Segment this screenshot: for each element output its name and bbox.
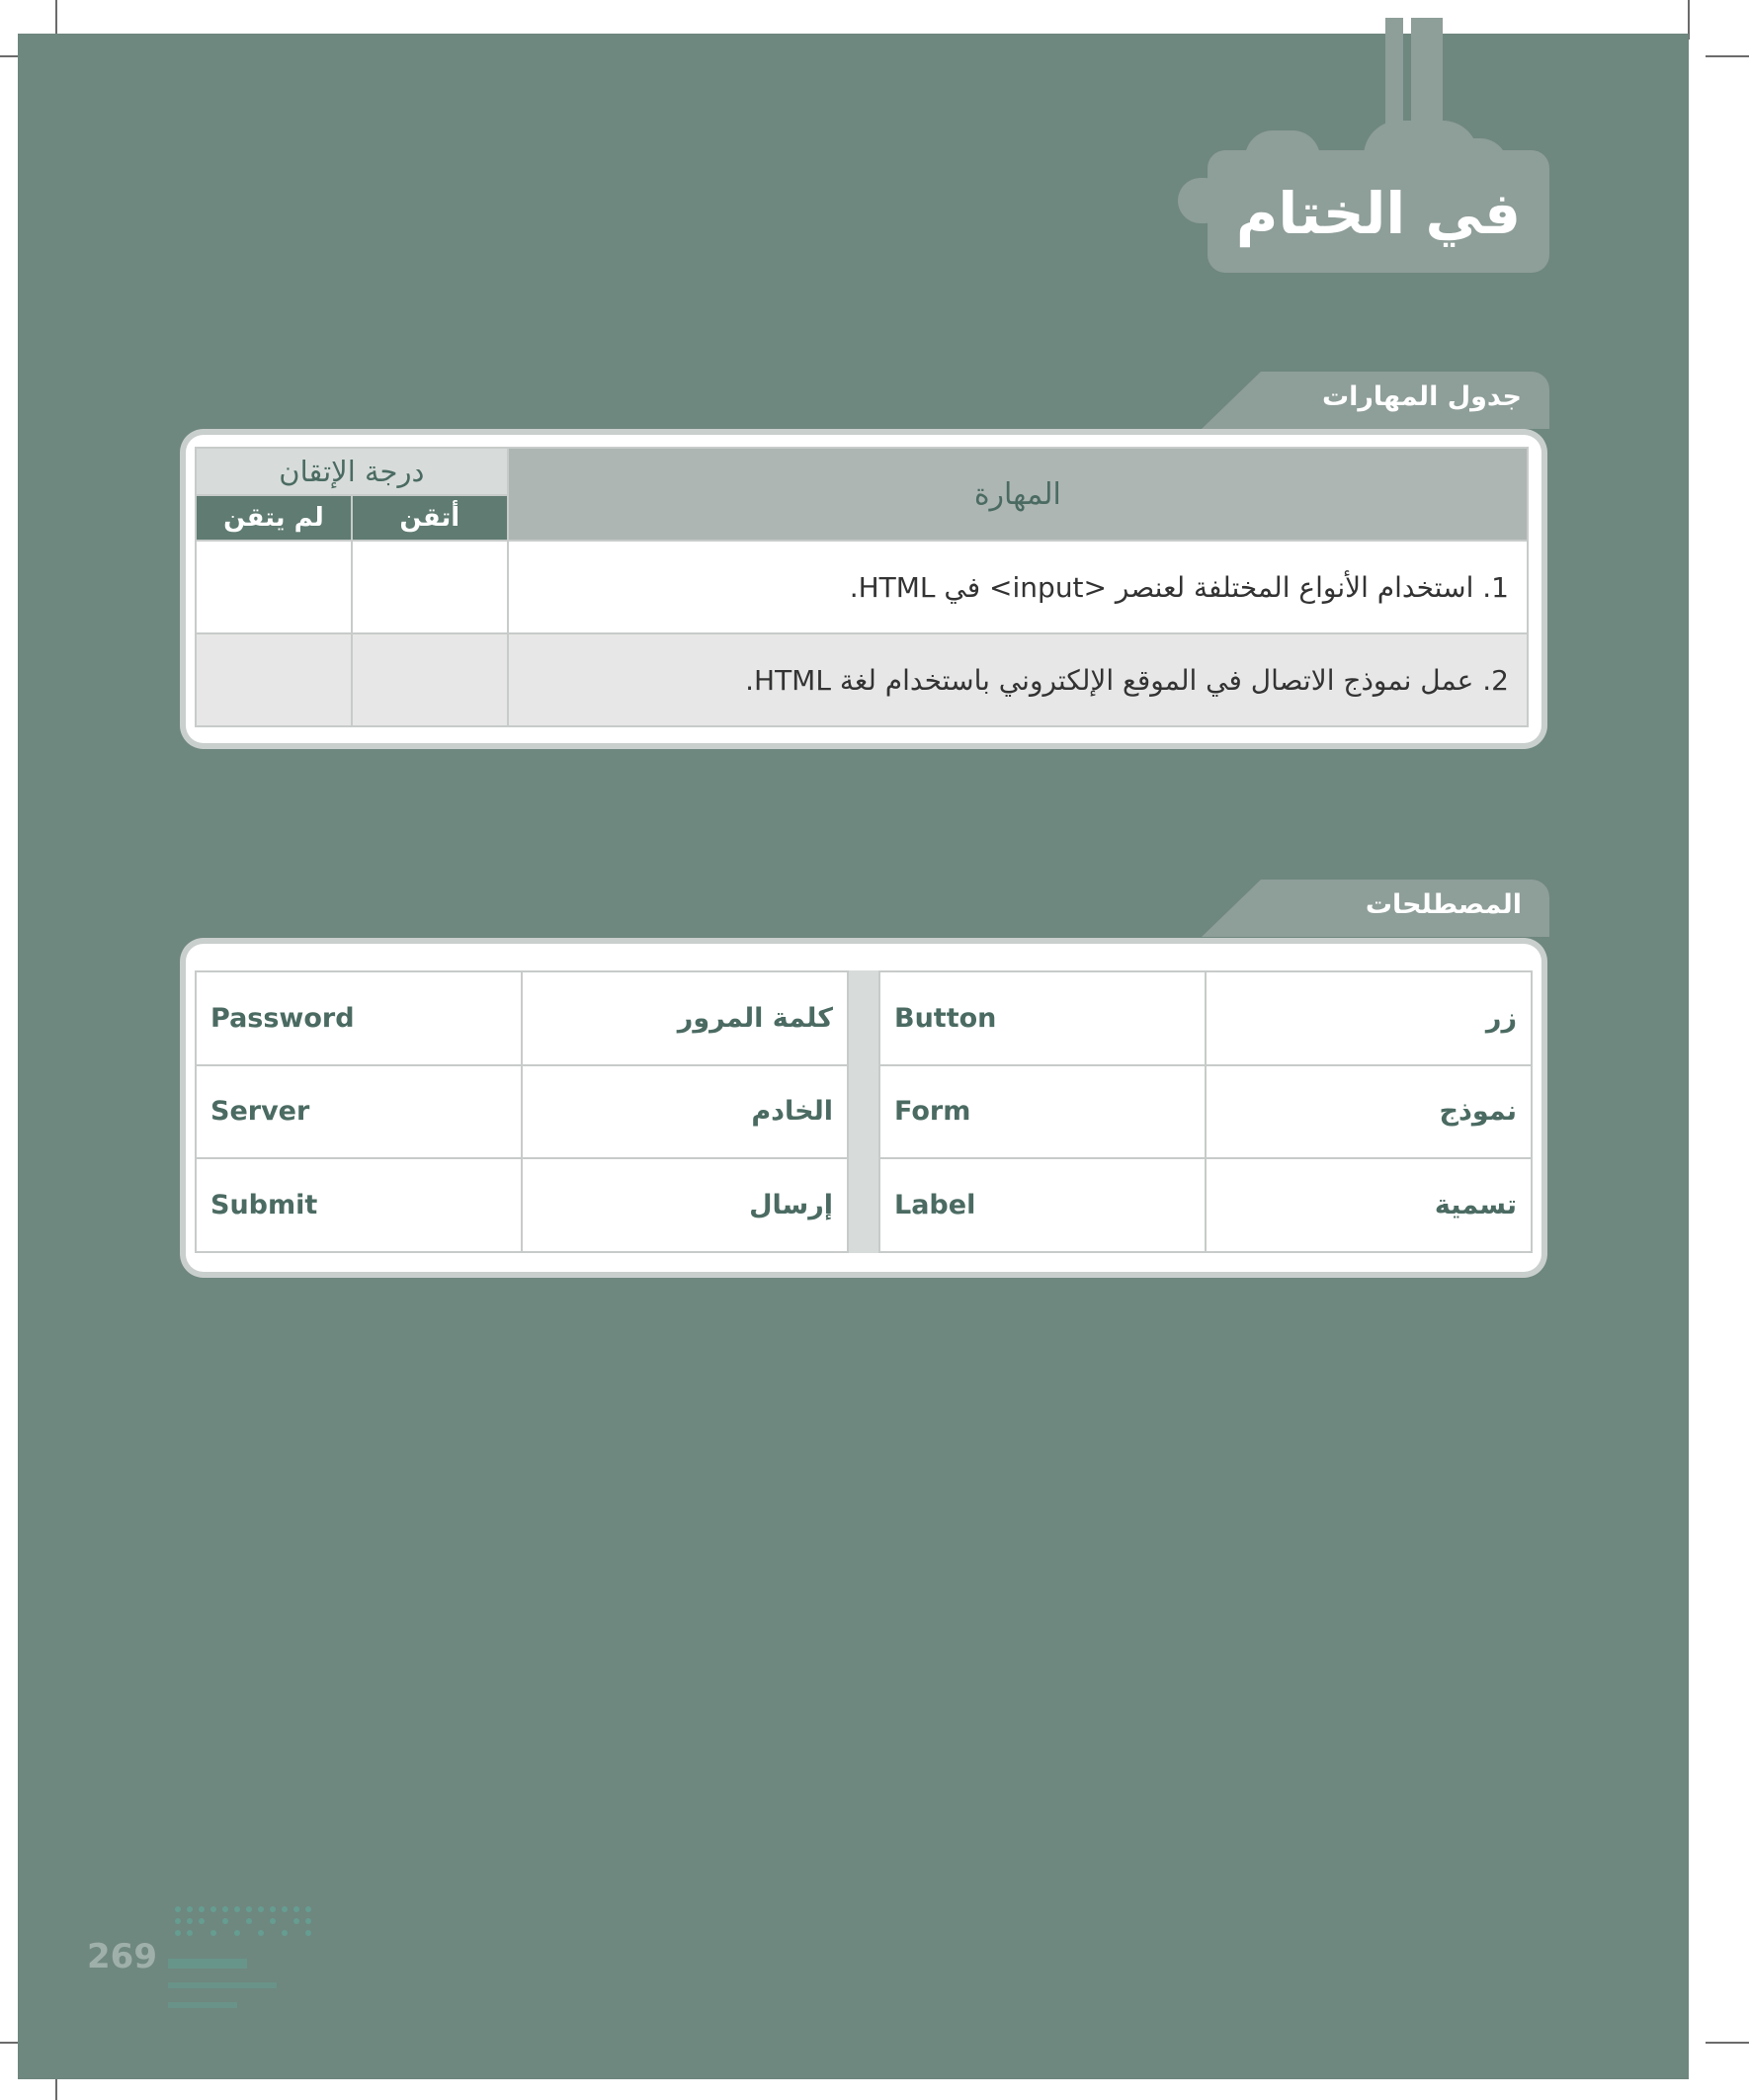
decorative-pipe xyxy=(1385,18,1403,132)
page-number: 269 xyxy=(87,1937,157,1976)
term-row xyxy=(879,971,1532,1065)
term-row xyxy=(196,1158,848,1252)
skill-text: 2. عمل نموذج الاتصال في الموقع الإلكتروني باستخدام لغة HTML. xyxy=(508,633,1528,726)
mastered-checkbox-cell[interactable] xyxy=(352,633,508,726)
term-english: Button xyxy=(879,971,1206,1065)
term-arabic: نموذج xyxy=(1206,1065,1532,1159)
terms-table-right xyxy=(878,970,1533,1253)
page-title: في الختام xyxy=(1235,180,1522,247)
mastered-header: أتقن xyxy=(352,495,508,541)
term-english: Label xyxy=(879,1158,1206,1252)
terms-area xyxy=(195,970,1533,1253)
not-mastered-header: لم يتقن xyxy=(196,495,352,541)
terms-tab-label: المصطلحات xyxy=(1365,889,1522,920)
skills-tab-label: جدول المهارات xyxy=(1321,381,1522,412)
term-arabic: الخادم xyxy=(522,1065,848,1159)
term-row xyxy=(879,1158,1532,1252)
term-english: Server xyxy=(196,1065,522,1159)
crop-mark xyxy=(1706,2042,1749,2044)
term-row xyxy=(196,1065,848,1159)
term-arabic: زر xyxy=(1206,971,1532,1065)
skill-row xyxy=(196,541,1528,633)
terms-table-left xyxy=(195,970,849,1253)
term-english: Submit xyxy=(196,1158,522,1252)
skill-column-header: المهارة xyxy=(508,448,1528,541)
term-english: Form xyxy=(879,1065,1206,1159)
term-row xyxy=(196,971,848,1065)
not-mastered-checkbox-cell[interactable] xyxy=(196,541,352,633)
skill-row xyxy=(196,633,1528,726)
term-english: Password xyxy=(196,971,522,1065)
decorative-pipe xyxy=(1425,18,1443,132)
term-arabic: إرسال xyxy=(522,1158,848,1252)
skill-text: 1. استخدام الأنواع المختلفة لعنصر <input> في HTML. xyxy=(508,541,1528,633)
crop-mark xyxy=(1706,55,1749,57)
ministry-logo-icon xyxy=(168,1897,326,2036)
term-arabic: تسمية xyxy=(1206,1158,1532,1252)
mastery-level-header: درجة الإتقان xyxy=(196,448,508,495)
term-arabic: كلمة المرور xyxy=(522,971,848,1065)
terms-divider xyxy=(849,970,878,1253)
skills-table xyxy=(195,447,1529,727)
term-row xyxy=(879,1065,1532,1159)
mastered-checkbox-cell[interactable] xyxy=(352,541,508,633)
not-mastered-checkbox-cell[interactable] xyxy=(196,633,352,726)
